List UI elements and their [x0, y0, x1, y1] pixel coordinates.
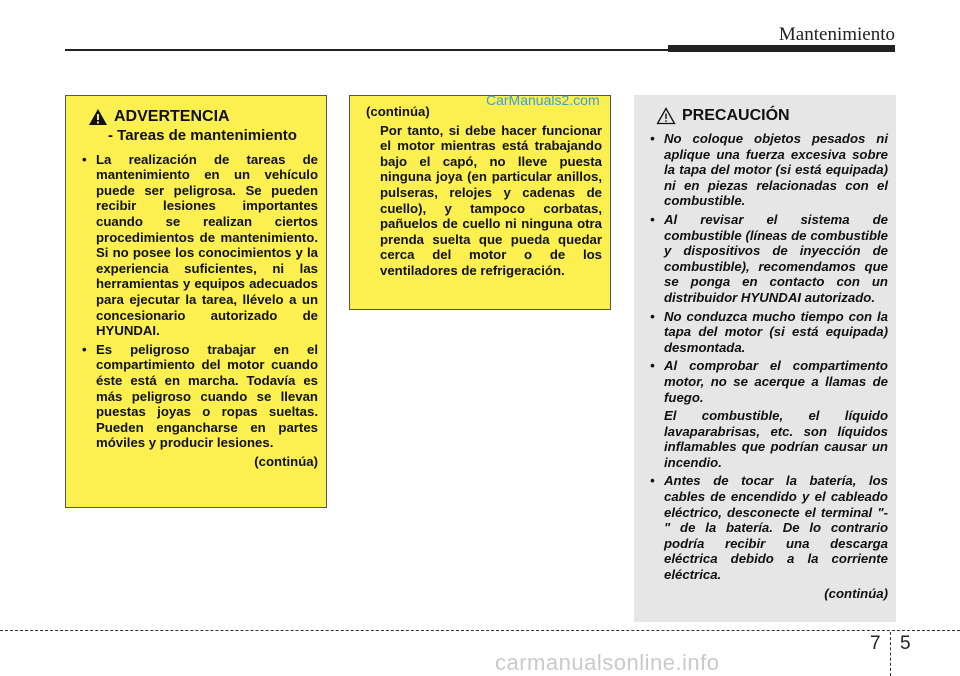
caution-list — [642, 131, 888, 405]
caution-item: • Al comprobar el compartimento motor, no se acerque a llamas de fuego. — [642, 358, 888, 405]
footer-rule — [0, 630, 960, 631]
caution-title: PRECAUCIÓN — [682, 107, 790, 125]
caution-item: • No coloque objetos pesados ni aplique una fuerza excesiva sobre la tapa del motor (si está equipada) ni en piezas relacionadas con el combustible. — [642, 131, 888, 209]
caution-triangle-icon — [656, 107, 676, 125]
caution-list-2 — [642, 473, 888, 582]
caution-box — [634, 95, 896, 622]
warning-continued: (continúa) — [254, 453, 318, 469]
section-title: Mantenimiento — [778, 24, 895, 45]
continuation-lead: (continúa) — [366, 104, 430, 119]
chapter-number: 7 — [870, 633, 881, 654]
watermark-top: CarManuals2.com — [486, 92, 600, 108]
warning-box — [65, 95, 327, 508]
page-number: 5 — [900, 633, 911, 654]
header-bar — [668, 45, 895, 52]
warning-subtitle: - Tareas de mantenimiento — [108, 127, 297, 144]
caution-item: • Antes de tocar la batería, los cables de encendido y el cableado eléctrico, desconecte el terminal "-" de la batería. De lo contrario podría recibir una descarga eléctrica debido a la corriente eléctrica. — [642, 473, 888, 582]
caution-header — [656, 107, 888, 125]
warning-list — [74, 152, 318, 451]
warning-header — [88, 108, 318, 126]
watermark-bottom: carmanualsonline.info — [495, 650, 720, 675]
warning-item: • Es peligroso trabajar en el compartimiento del motor cuando éste está en marcha. Todavía es más peligroso cuando se llevan puestas joyas o ropas sueltas. Pueden engancharse en partes móviles y producir lesiones. — [74, 342, 318, 451]
warning-item: • La realización de tareas de mantenimiento en un vehículo puede ser peligrosa. Se pueden recibir lesiones importantes cuando se realizan ciertos procedimientos de mantenimiento. Si no posee los conocimientos y la experiencia suficientes, ni las herramientas y equipos adecuados para ejecutar la tarea, llévelo a un concesionario autorizado de HYUNDAI. — [74, 152, 318, 339]
caution-item: • No conduzca mucho tiempo con la tapa del motor (si está equipada) desmontada. — [642, 309, 888, 356]
continuation-text: Por tanto, si debe hacer funcionar el motor mientras está trabajando bajo el capó, no lleve puesta ninguna joya (en particular anillos, pulseras, relojes y cadenas de cuello), y tampoco corbatas, pañuelos de cuello ni ninguna otra prenda suelta que pueda quedar cerca del motor o de los ventiladores de refrigeración. — [380, 122, 602, 278]
caution-continued: (continúa) — [824, 585, 888, 601]
warning-triangle-icon — [88, 108, 108, 126]
caution-item: • Al revisar el sistema de combustible (líneas de combustible y dispositivos de inyección de combustible), recomendamos que se ponga en contacto con un distribuidor HYUNDAI autorizado. — [642, 212, 888, 306]
caution-paragraph: El combustible, el líquido lavaparabrisas, etc. son líquidos inflamables que podrían causar un incendio. — [664, 408, 888, 470]
page-number-divider — [890, 632, 891, 676]
warning-title: ADVERTENCIA — [114, 108, 230, 126]
continuation-box — [349, 95, 611, 310]
